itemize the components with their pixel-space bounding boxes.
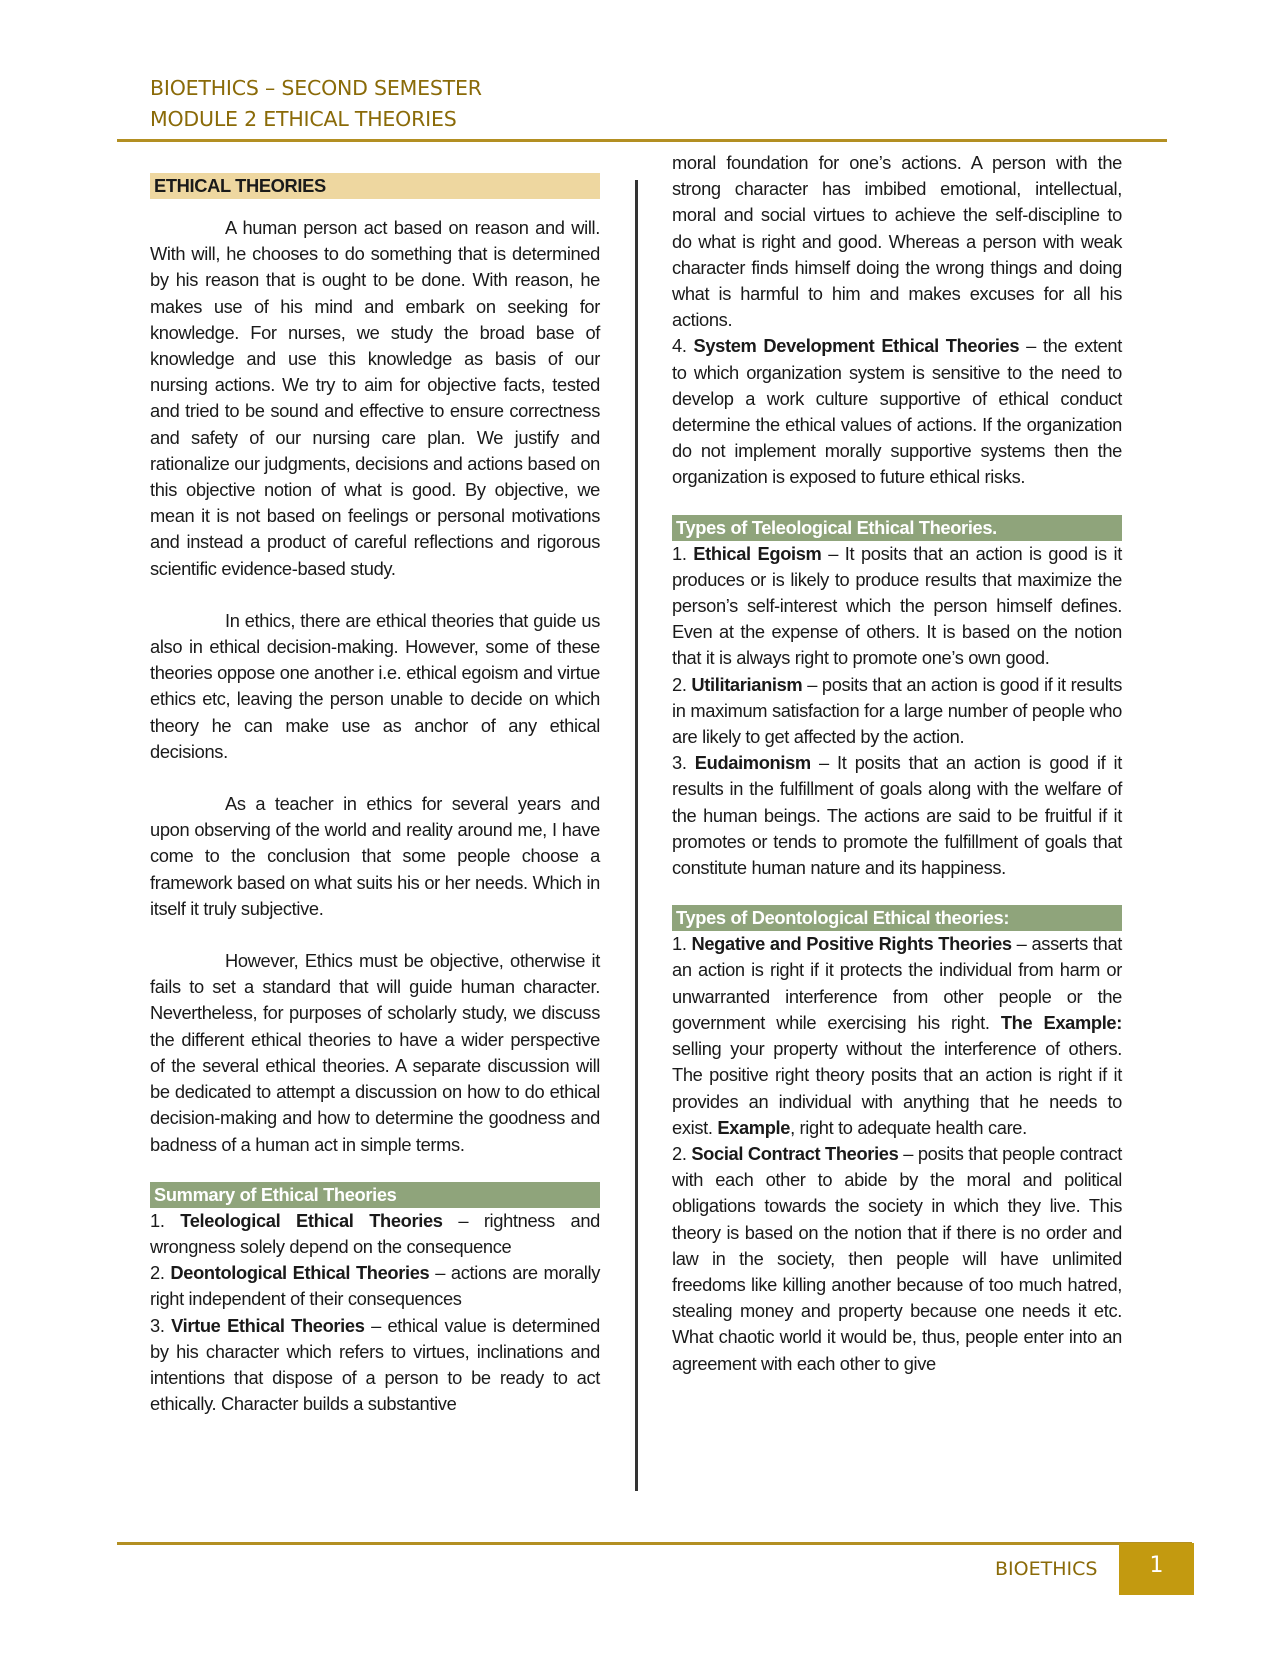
summary-item-3: 3. Virtue Ethical Theories – ethical value is determined by his character which refers to virtues, inclinations and intentions that dispose of a person to be ready to act ethically. Character builds a substantive [150, 1314, 600, 1415]
teleological-item-3: 3. Eudaimonism – It posits that an action is good if it results in the fulfillment of goals along with the welfare of the human beings. The actions are said to be fruitful if it promotes or tends to promote the fulfillment of goals that constitute human nature and its happiness. [672, 752, 1122, 879]
footer-rule [117, 1542, 1192, 1545]
teleological-item-1: 1. Ethical Egoism – It posits that an action is good is it produces or is likely to produce results that maximize the person’s self-interest which the person himself defines. Even at the expense of others. It is based on the notion that it is always right to promote one’s own good. [672, 542, 1122, 669]
left-column [150, 173, 600, 1417]
page-number: 1 [1119, 1543, 1194, 1595]
paragraph-2: In ethics, there are ethical theories that guide us also in ethical decision-making. However, some of these theories oppose one another i.e. ethical egoism and virtue ethics etc, leaving the person unable to decide on which theory he can make use as anchor of any ethical decisions. [150, 609, 600, 762]
summary-item-4: 4. System Development Ethical Theories – the extent to which organization system is sensitive to the need to develop a work culture supportive of ethical conduct determine the ethical values of actions. If the organization do not implement morally supportive systems then the organization is exposed to future ethical risks. [672, 335, 1122, 488]
column-divider [635, 180, 638, 1491]
header-module: MODULE 2 ETHICAL THEORIES [150, 107, 457, 131]
header-rule [117, 139, 1167, 142]
running-header [150, 73, 482, 135]
deontological-item-2: 2. Social Contract Theories – posits that people contract with each other to abide by the moral and political obligations towards the society in which they live. This theory is based on the notion that if there is no order and law in the society, then people will have unlimited freedoms like killing another because of too much hatred, stealing money and property because one needs it etc. What chaotic world it would be, thus, people enter into an agreement with each other to give [672, 1142, 1122, 1374]
teleological-heading: Types of Teleological Ethical Theories. [672, 515, 1122, 541]
deontological-heading: Types of Deontological Ethical theories: [672, 905, 1122, 931]
summary-item-1: 1. Teleological Ethical Theories – rightness and wrongness solely depend on the consequence [150, 1209, 600, 1257]
continued-paragraph: moral foundation for one’s actions. A person with the strong character has imbibed emotional, intellectual, moral and social virtues to achieve the self-discipline to do what is right and good. Whereas a person with weak character finds himself doing the wrong things and doing what is harmful to him and makes excuses for all his actions. [672, 152, 1122, 331]
summary-heading: Summary of Ethical Theories [150, 1182, 600, 1208]
paragraph-3: As a teacher in ethics for several years and upon observing of the world and reality around me, I have come to the conclusion that some people choose a framework based on what suits his or her needs. Which in itself it truly subjective. [150, 793, 600, 919]
teleological-item-2: 2. Utilitarianism – posits that an action is good if it results in maximum satisfaction for a large number of people who are likely to get affected by the action. [672, 673, 1122, 748]
summary-item-2: 2. Deontological Ethical Theories – actions are morally right independent of their consequences [150, 1262, 600, 1310]
right-column [672, 150, 1122, 1377]
section-heading: ETHICAL THEORIES [150, 173, 600, 199]
paragraph-4: However, Ethics must be objective, otherwise it fails to set a standard that will guide human character. Nevertheless, for purposes of scholarly study, we discuss the different ethical theories to have a wider perspective of the several ethical theories. A separate discussion will be dedicated to attempt a discussion on how to do ethical decision-making and how to determine the goodness and badness of a human act in simple terms. [150, 950, 600, 1155]
paragraph-1: A human person act based on reason and will. With will, he chooses to do something that is determined by his reason that is ought to be done. With reason, he makes use of his mind and embark on seeking for knowledge. For nurses, we study the broad base of knowledge and use this knowledge as basis of our nursing actions. We try to aim for objective facts, tested and tried to be sound and effective to ensure correctness and safety of our nursing care plan. We justify and rationalize our judgments, decisions and actions based on this objective notion of what is good. By objective, we mean it is not based on feelings or personal motivations and instead a product of careful reflections and rigorous scientific evidence-based study. [150, 217, 600, 579]
footer-label: BIOETHICS [995, 1558, 1098, 1580]
deontological-item-1: 1. Negative and Positive Rights Theories – asserts that an action is right if it protects the individual from harm or unwarranted interference from other people or the government while exercising his right. The Example: selling your property without the interference of others. The positive right theory posits that an action is right if it provides an individual with anything that he needs to exist. Example, right to adequate health care. [672, 933, 1122, 1138]
header-course: BIOETHICS – SECOND SEMESTER [150, 76, 482, 100]
